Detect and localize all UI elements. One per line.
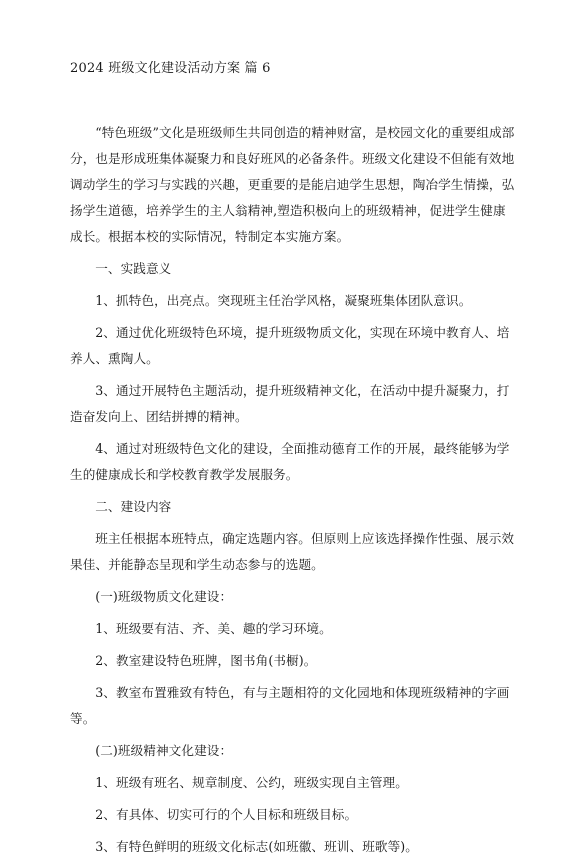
list-item: 3、通过开展特色主题活动，提升班级精神文化，在活动中提升凝聚力，打造奋发向上、团结拼搏的精神。	[70, 383, 510, 424]
list-item: 3、教室布置雅致有特色，有与主题相符的文化园地和体现班级精神的字画等。	[70, 685, 510, 726]
content-paragraph: 班主任根据本班特点，确定选题内容。但原则上应该选择操作性强、展示效果佳、并能静态呈现和学生动态参与的选题。	[70, 531, 515, 572]
subsection-heading-spirit: (二)班级精神文化建设：	[95, 743, 233, 758]
subsection-heading-material: (一)班级物质文化建设：	[95, 589, 233, 604]
list-item: 1、班级有班名、规章制度、公约，班级实现自主管理。	[95, 775, 408, 790]
list-item: 1、班级要有洁、齐、美、趣的学习环境。	[95, 621, 332, 636]
list-item: 2、有具体、切实可行的个人目标和班级目标。	[95, 807, 358, 822]
list-item: 2、通过优化班级特色环境，提升班级物质文化，实现在环境中教育人、培养人、熏陶人。	[70, 325, 510, 366]
intro-paragraph: “特色班级”文化是班级师生共同创造的精神财富，是校园文化的重要组成部分，也是形成班集体凝聚力和良好班风的必备条件。班级文化建设不但能有效地调动学生的学习与实践的兴趣，更重要的是能启迪学生思想，陶冶学生情操，弘扬学生道德，培养学生的主人翁精神,塑造积极向上的班级精神，促进学生健康成长。根据本校的实际情况，特制定本实施方案。	[70, 125, 515, 244]
list-item: 4、通过对班级特色文化的建设，全面推动德育工作的开展，最终能够为学生的健康成长和学校教育教学发展服务。	[70, 441, 510, 482]
document-title: 2024 班级文化建设活动方案 篇 6	[70, 61, 271, 76]
list-item: 1、抓特色，出亮点。突现班主任治学风格，凝聚班集体团队意识。	[95, 293, 472, 308]
document-body	[70, 120, 518, 860]
list-item: 2、教室建设特色班牌，图书角(书橱)。	[95, 653, 317, 668]
section-heading-content: 二、建设内容	[95, 499, 172, 514]
section-heading-significance: 一、实践意义	[95, 261, 172, 276]
list-item: 3、有特色鲜明的班级文化标志(如班徽、班训、班歌等)。	[95, 839, 418, 854]
